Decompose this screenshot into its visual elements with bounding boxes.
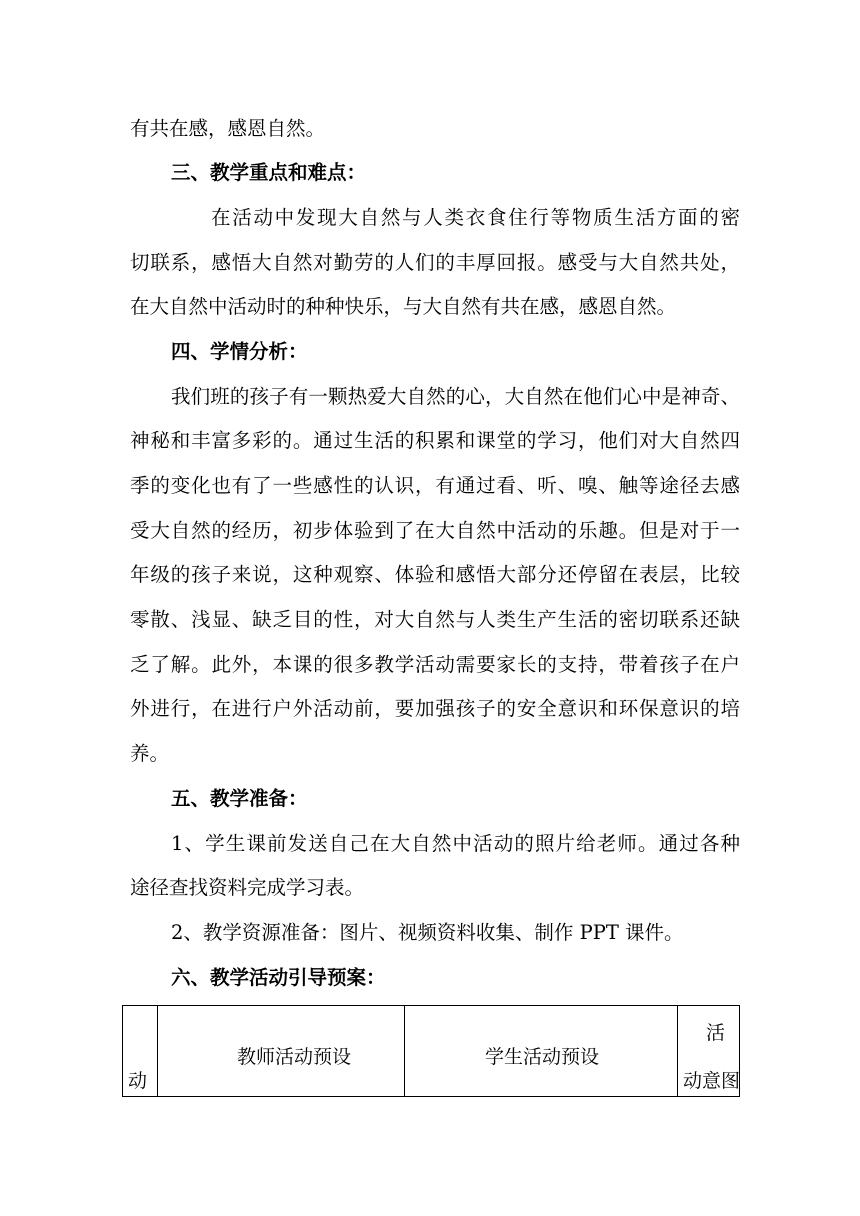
- paragraph-line: 年级的孩子来说，这种观察、体验和感悟大部分还停留在表层，比较: [130, 563, 740, 586]
- table-header-activity: 动: [128, 1070, 148, 1092]
- paragraph-line: 1、学生课前发送自己在大自然中活动的照片给老师。通过各种: [171, 832, 740, 855]
- table-header-intent-line2: 动意图: [683, 1070, 741, 1092]
- paragraph-line: 零散、浅显、缺乏目的性，对大自然与人类生产生活的密切联系还缺: [130, 608, 740, 631]
- section-heading: 四、学情分析：: [171, 340, 308, 363]
- paragraph-line: 有共在感，感恩自然。: [130, 117, 326, 140]
- paragraph-line: 外进行，在进行户外活动前，要加强孩子的安全意识和环保意识的培: [130, 697, 740, 720]
- paragraph-line: 我们班的孩子有一颗热爱大自然的心，大自然在他们心中是神奇、: [171, 385, 740, 408]
- section-heading: 五、教学准备：: [171, 787, 308, 810]
- paragraph-line: 养。: [130, 742, 170, 765]
- table-header-cell: [678, 1006, 740, 1097]
- paragraph-line: 季的变化也有了一些感性的认识，有通过看、听、嗅、触等途径去感: [130, 474, 740, 497]
- paragraph-line: 切联系，感悟大自然对勤劳的人们的丰厚回报。感受与大自然共处，: [130, 251, 740, 274]
- paragraph-line: 乏了解。此外，本课的很多教学活动需要家长的支持，带着孩子在户: [130, 653, 740, 676]
- table-header-teacher: 教师活动预设: [237, 1046, 352, 1068]
- paragraph-line: 在大自然中活动时的种种快乐，与大自然有共在感，感恩自然。: [130, 295, 677, 318]
- paragraph-line: 在活动中发现大自然与人类衣食住行等物质生活方面的密: [211, 206, 740, 229]
- activity-plan-table: [122, 1005, 740, 1097]
- section-heading: 六、教学活动引导预案：: [171, 966, 386, 989]
- paragraph-line: 受大自然的经历，初步体验到了在大自然中活动的乐趣。但是对于一: [130, 519, 740, 542]
- paragraph-line: 途径查找资料完成学习表。: [130, 876, 365, 899]
- table-header-cell: [158, 1006, 405, 1097]
- paragraph-line: 2、教学资源准备：图片、视频资料收集、制作 PPT 课件。: [171, 921, 684, 944]
- table-header-cell: [405, 1006, 678, 1097]
- section-heading: 三、教学重点和难点：: [171, 161, 367, 184]
- table-header-intent-line1: 活: [706, 1022, 726, 1044]
- table-header-student: 学生活动预设: [485, 1046, 600, 1068]
- paragraph-line: 神秘和丰富多彩的。通过生活的积累和课堂的学习，他们对大自然四: [130, 429, 740, 452]
- table-header-row: [123, 1006, 740, 1097]
- table-header-cell: [123, 1006, 158, 1097]
